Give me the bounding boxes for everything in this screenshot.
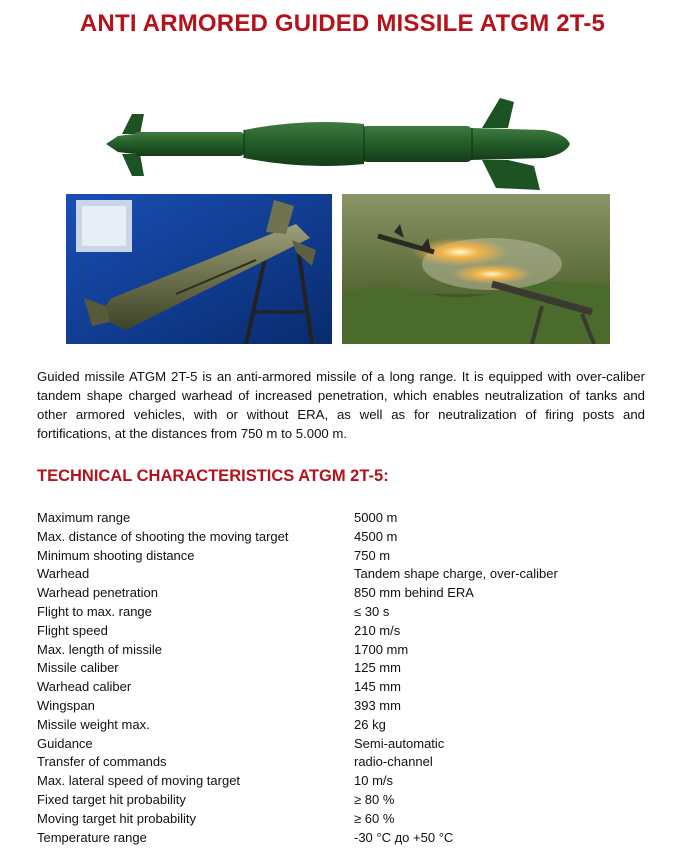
spec-label: Warhead caliber (37, 679, 132, 695)
page-title: ANTI ARMORED GUIDED MISSILE ATGM 2T-5 (79, 10, 606, 37)
section-title: TECHNICAL CHARACTERISTICS ATGM 2T-5: (37, 467, 389, 485)
spec-label: Transfer of commands (37, 754, 167, 770)
spec-label: Guidance (37, 735, 93, 751)
spec-value: 26 kg (354, 716, 386, 732)
spec-row (37, 791, 657, 810)
spec-label: Warhead (37, 566, 90, 582)
spec-value: ≤ 30 s (354, 603, 390, 619)
spec-row (37, 547, 657, 566)
spec-value: 125 mm (354, 660, 401, 676)
missile-side-view-image (104, 96, 574, 192)
spec-value: ≥ 80 % (354, 791, 395, 807)
spec-row (37, 753, 657, 772)
spec-row (37, 772, 657, 791)
spec-label: Temperature range (37, 829, 147, 845)
spec-row (37, 622, 657, 641)
spec-label: Max. distance of shooting the moving target (37, 528, 289, 544)
spec-label: Warhead penetration (37, 585, 158, 601)
spec-label: Minimum shooting distance (37, 547, 195, 563)
missile-on-stand-photo (66, 194, 332, 344)
spec-row (37, 603, 657, 622)
spec-label: Flight speed (37, 622, 108, 638)
spec-label: Max. length of missile (37, 641, 162, 657)
spec-label: Flight to max. range (37, 603, 152, 619)
spec-row (37, 584, 657, 603)
spec-label: Fixed target hit probability (37, 791, 186, 807)
spec-row (37, 641, 657, 660)
spec-value: 850 mm behind ERA (354, 585, 474, 601)
spec-row (37, 528, 657, 547)
spec-value: -30 °C до +50 °C (354, 829, 454, 845)
spec-row (37, 829, 657, 848)
spec-value: 10 m/s (354, 773, 394, 789)
spec-row (37, 716, 657, 735)
intro-paragraph: Guided missile ATGM 2T-5 is an anti-armored missile of a long range. It is equipped with over-caliber tandem shape charged warhead of increased penetration, which enables neutralization of tanks and other armored vehicles, with or without ERA, as well as for neutralization of firing posts and fortifications, at the distances from 750 m to 5.000 m. (37, 369, 645, 441)
missile-launch-photo (342, 194, 610, 344)
spec-value: radio-channel (354, 754, 433, 770)
spec-label: Max. lateral speed of moving target (37, 773, 241, 789)
spec-row (37, 735, 657, 754)
spec-value: ≥ 60 % (354, 810, 395, 826)
spec-label: Missile weight max. (37, 716, 150, 732)
spec-row (37, 678, 657, 697)
spec-label: Moving target hit probability (37, 810, 196, 826)
spec-value: 750 m (354, 547, 391, 563)
spec-label: Missile caliber (37, 660, 119, 676)
specs-table (37, 509, 657, 847)
spec-value: 5000 m (354, 510, 398, 525)
spec-label: Maximum range (37, 510, 131, 525)
spec-value: 4500 m (354, 528, 398, 544)
spec-label: Wingspan (37, 697, 95, 713)
spec-row (37, 810, 657, 829)
spec-row (37, 509, 657, 528)
spec-value: Semi-automatic (354, 735, 445, 751)
spec-value: 210 m/s (354, 622, 401, 638)
spec-row (37, 697, 657, 716)
spec-value: 393 mm (354, 697, 401, 713)
spec-row (37, 565, 657, 584)
spec-value: 1700 mm (354, 641, 409, 657)
spec-row (37, 659, 657, 678)
spec-value: 145 mm (354, 679, 401, 695)
spec-value: Tandem shape charge, over-caliber (354, 566, 558, 582)
